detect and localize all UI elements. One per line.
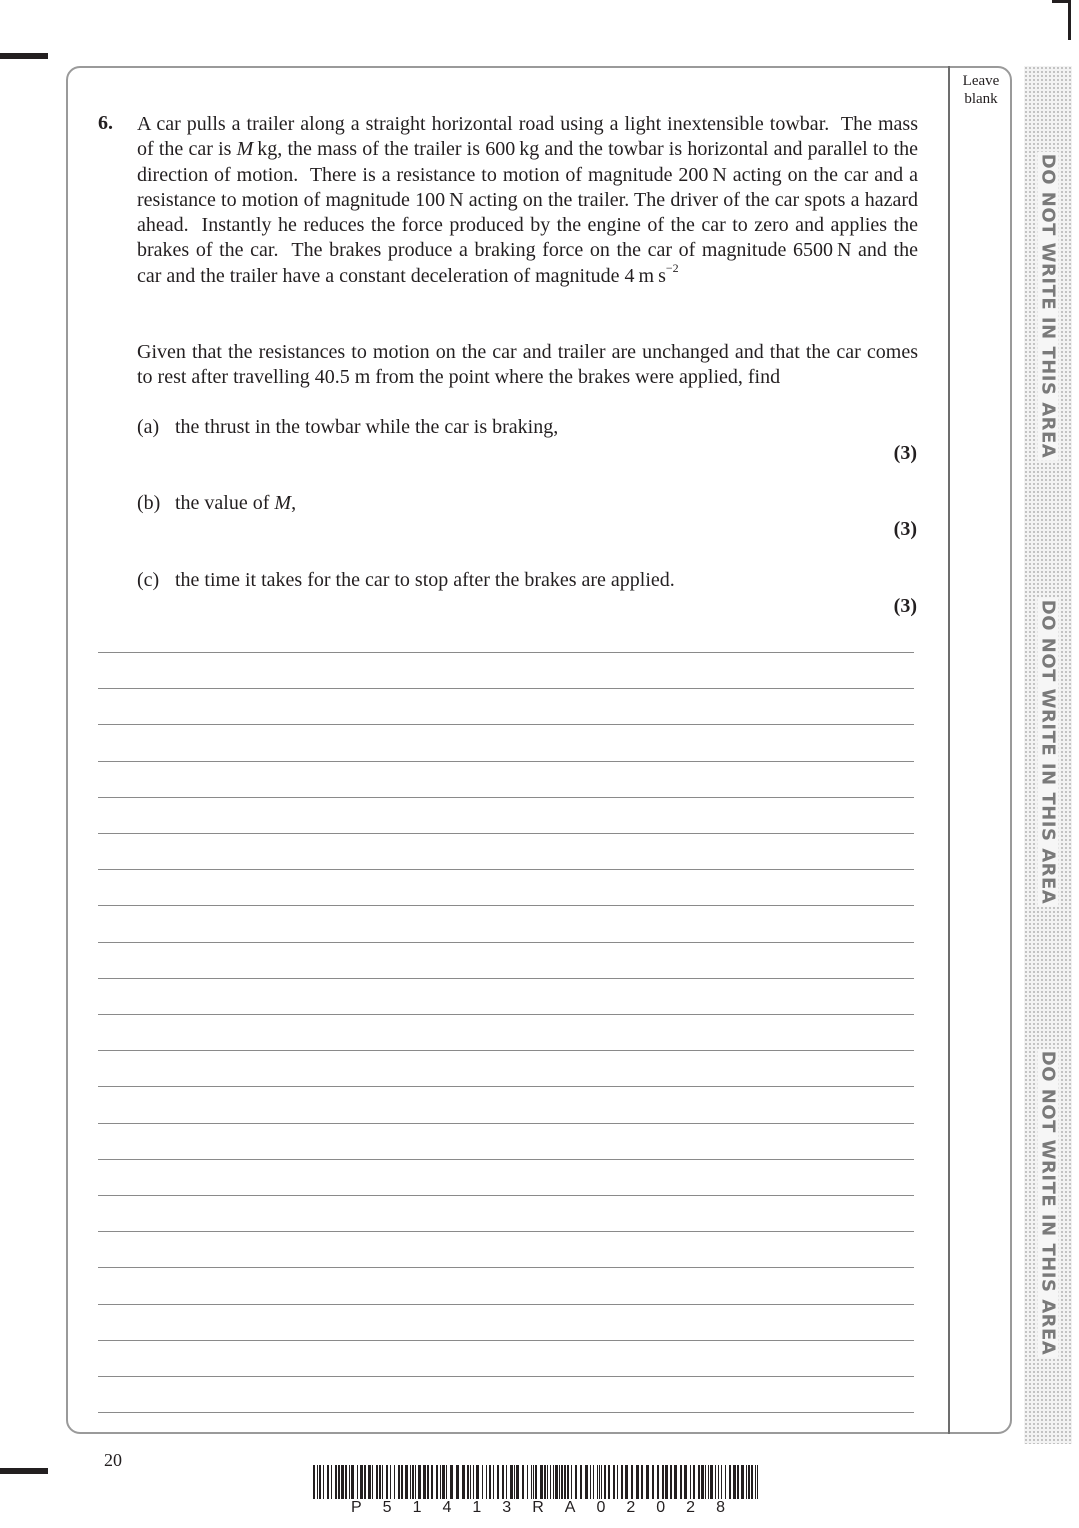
barcode-bar	[360, 1465, 363, 1499]
barcode-bar	[376, 1465, 378, 1499]
barcode-char: R	[532, 1499, 544, 1516]
barcode-bar	[349, 1465, 350, 1499]
barcode-bar	[601, 1465, 602, 1499]
barcode-bar	[431, 1465, 433, 1499]
barcode-bar	[456, 1465, 459, 1499]
barcode-bar	[412, 1465, 414, 1499]
barcode-bar	[636, 1465, 639, 1499]
barcode-bar	[690, 1465, 691, 1499]
barcode-bar	[746, 1465, 747, 1499]
part-label: (a)	[137, 416, 160, 438]
barcode-bar	[733, 1465, 736, 1499]
barcode-bar	[368, 1465, 371, 1499]
answer-line[interactable]	[98, 905, 914, 906]
barcode-bar	[597, 1465, 598, 1499]
barcode-bar	[559, 1465, 560, 1499]
barcode-char: 0	[656, 1499, 666, 1516]
question-stem: A car pulls a trailer along a straight horizontal road using a light inextensible towbar. The mass of the car is M kg, the mass of the trailer is 600 kg and the towbar is horizontal and parallel to the direction of motion. There is a resistance to motion of magnitude 200 N acting on the car and a resistance to motion of magnitude 100 N acting on the trailer. The driver of the car spots a hazard ahead. Instantly he reduces the force produced by the engine of the car to zero and applies the brakes of the car. The brakes produce a braking force on the car of magnitude 6500 N and the car and the trailer have a constant deceleration of magnitude 4 m $s^{-2}$	[137, 113, 918, 287]
barcode-bar	[533, 1465, 534, 1499]
barcode-char: A	[564, 1499, 576, 1516]
part-text: the value of M,	[175, 492, 297, 514]
barcode-bar	[662, 1465, 664, 1499]
barcode-bar	[394, 1465, 395, 1499]
answer-line[interactable]	[98, 869, 914, 870]
barcode-bar	[442, 1465, 445, 1499]
barcode-bar	[510, 1465, 513, 1499]
barcode-bar	[327, 1465, 329, 1499]
barcode-bar	[599, 1465, 600, 1499]
barcode-bar	[473, 1465, 474, 1499]
barcode-bar	[502, 1465, 504, 1499]
answer-line[interactable]	[98, 1050, 914, 1051]
page-number: 20	[104, 1450, 122, 1470]
marks-c: (3)	[893, 595, 917, 617]
answer-line[interactable]	[98, 1412, 914, 1413]
answer-line[interactable]	[98, 978, 914, 979]
barcode-bar	[621, 1465, 623, 1499]
barcode-char: 1	[472, 1499, 482, 1516]
barcode-char: 0	[596, 1499, 606, 1516]
barcode-bar	[482, 1465, 483, 1499]
barcode-bar	[593, 1465, 594, 1499]
answer-line[interactable]	[98, 1123, 914, 1124]
answer-line[interactable]	[98, 1340, 914, 1341]
barcode-bar	[467, 1465, 469, 1499]
barcode-bar	[335, 1465, 337, 1499]
barcode-bar	[571, 1465, 572, 1499]
answer-line[interactable]	[98, 1267, 914, 1268]
barcode-bar	[684, 1465, 687, 1499]
barcode-bar	[514, 1465, 515, 1499]
barcode-bar	[345, 1465, 347, 1499]
barcode-bar	[613, 1465, 615, 1499]
barcode-bar	[382, 1465, 383, 1499]
barcode-bar	[440, 1465, 441, 1499]
answer-line[interactable]	[98, 761, 914, 762]
barcode-bar	[323, 1465, 324, 1499]
barcode-bar	[625, 1465, 628, 1499]
part-text: the time it takes for the car to stop after the brakes are applied.	[175, 569, 675, 591]
barcode-bar	[544, 1465, 546, 1499]
crop-mark-top-right	[1068, 0, 1071, 40]
barcode-bar	[357, 1465, 358, 1499]
barcode-bar	[652, 1465, 654, 1499]
barcode-bar	[364, 1465, 366, 1499]
barcode-char: 4	[442, 1499, 452, 1516]
answer-line[interactable]	[98, 1195, 914, 1196]
barcode-bar	[401, 1465, 403, 1499]
barcode-bar	[540, 1465, 543, 1499]
barcode-bar	[351, 1465, 354, 1499]
barcode-bar	[476, 1465, 479, 1499]
barcode-bar	[415, 1465, 416, 1499]
barcode-bar	[564, 1465, 566, 1499]
barcode-char: 5	[382, 1499, 392, 1516]
barcode-bar	[531, 1465, 532, 1499]
barcode-bar	[405, 1465, 408, 1499]
barcode-bar	[708, 1465, 709, 1499]
barcode-bar	[608, 1465, 610, 1499]
barcode-bar	[641, 1465, 643, 1499]
barcode-bar	[516, 1465, 519, 1499]
barcode-bar	[748, 1465, 750, 1499]
question-number: 6.	[98, 112, 113, 134]
answer-line[interactable]	[98, 797, 914, 798]
answer-line[interactable]	[98, 1159, 914, 1160]
answer-line[interactable]	[98, 1086, 914, 1087]
barcode-bar	[427, 1465, 429, 1499]
barcode-bar	[486, 1465, 487, 1499]
barcode-bar	[657, 1465, 659, 1499]
barcode-char: 2	[626, 1499, 636, 1516]
barcode-bar	[319, 1465, 321, 1499]
barcode-bar	[386, 1465, 388, 1499]
barcode-bar	[527, 1465, 528, 1499]
barcode-bar	[718, 1465, 719, 1499]
leave-blank-divider	[948, 66, 950, 1434]
barcode-bar	[497, 1465, 499, 1499]
part-label: (c)	[137, 569, 160, 591]
barcode-bar	[680, 1465, 682, 1499]
barcode-bar	[450, 1465, 453, 1499]
barcode-bar	[493, 1465, 494, 1499]
barcode-bar	[535, 1465, 537, 1499]
answer-line[interactable]	[98, 942, 914, 943]
answer-line[interactable]	[98, 1304, 914, 1305]
barcode-bar	[590, 1465, 591, 1499]
barcode-bar	[705, 1465, 706, 1499]
barcode-bar	[317, 1465, 318, 1499]
barcode-bar	[390, 1465, 391, 1499]
marks-a: (3)	[893, 442, 917, 464]
barcode-bar	[522, 1465, 524, 1499]
barcode-bar	[398, 1465, 400, 1499]
answer-line[interactable]	[98, 833, 914, 834]
barcode-bar	[721, 1465, 722, 1499]
barcode-bar	[617, 1465, 618, 1499]
barcode-bar	[446, 1465, 447, 1499]
barcode-bar	[751, 1465, 753, 1499]
barcode-bar	[757, 1465, 758, 1499]
barcode-bar	[585, 1465, 588, 1499]
barcode-bar	[567, 1465, 569, 1499]
barcode-bar	[553, 1465, 554, 1499]
barcode-bar	[313, 1465, 315, 1499]
crop-mark-top-left	[0, 53, 48, 59]
barcode-bar	[372, 1465, 373, 1499]
barcode	[313, 1465, 763, 1499]
crop-mark-bottom-left	[0, 1468, 48, 1474]
barcode-bar	[665, 1465, 668, 1499]
barcode-bar	[506, 1465, 507, 1499]
part-a	[137, 416, 558, 439]
barcode-bar	[462, 1465, 465, 1499]
barcode-text	[313, 1499, 763, 1517]
barcode-bar	[550, 1465, 551, 1499]
barcode-bar	[436, 1465, 438, 1499]
part-label: (b)	[137, 492, 161, 514]
barcode-bar	[561, 1465, 563, 1499]
barcode-bar	[341, 1465, 344, 1499]
barcode-bar	[418, 1465, 421, 1499]
answer-line[interactable]	[98, 724, 914, 725]
barcode-bar	[715, 1465, 716, 1499]
barcode-bar	[604, 1465, 606, 1499]
barcode-char: P	[351, 1499, 362, 1516]
barcode-bar	[631, 1465, 633, 1499]
barcode-char: 8	[716, 1499, 725, 1516]
barcode-bar	[698, 1465, 700, 1499]
barcode-char: 3	[502, 1499, 512, 1516]
part-text: the thrust in the towbar while the car is braking,	[175, 416, 559, 438]
barcode-bar	[489, 1465, 491, 1499]
answer-line[interactable]	[98, 1231, 914, 1232]
answer-line[interactable]	[98, 688, 914, 689]
barcode-bar	[338, 1465, 340, 1499]
barcode-bar	[555, 1465, 558, 1499]
barcode-bar	[547, 1465, 548, 1499]
part-c	[137, 569, 675, 592]
barcode-bar	[725, 1465, 726, 1499]
barcode-bar	[646, 1465, 649, 1499]
barcode-bar	[755, 1465, 756, 1499]
barcode-bar	[693, 1465, 695, 1499]
barcode-bar	[741, 1465, 744, 1499]
barcode-bar	[729, 1465, 731, 1499]
question-given: Given that the resistances to motion on the car and trailer are unchanged and that the car comes to rest after travelling 40.5 m from the point where the brakes were applied, find	[137, 341, 918, 389]
part-b	[137, 492, 296, 515]
leave-blank-label: Leave blank	[962, 73, 1000, 107]
barcode-bar	[410, 1465, 411, 1499]
barcode-bar	[670, 1465, 672, 1499]
barcode-bar	[470, 1465, 471, 1499]
answer-line[interactable]	[98, 1376, 914, 1377]
barcode-bar	[379, 1465, 381, 1499]
barcode-bar	[710, 1465, 713, 1499]
barcode-char: 1	[412, 1499, 422, 1516]
barcode-bar	[674, 1465, 677, 1499]
barcode-char: 2	[686, 1499, 696, 1516]
barcode-bar	[575, 1465, 577, 1499]
barcode-bar	[580, 1465, 582, 1499]
marks-b: (3)	[893, 518, 917, 540]
answer-line[interactable]	[98, 652, 914, 653]
answer-line[interactable]	[98, 1014, 914, 1015]
barcode-bar	[423, 1465, 426, 1499]
barcode-bar	[737, 1465, 739, 1499]
crop-mark-top-right-h	[1052, 0, 1071, 3]
barcode-bar	[331, 1465, 332, 1499]
barcode-bar	[701, 1465, 704, 1499]
